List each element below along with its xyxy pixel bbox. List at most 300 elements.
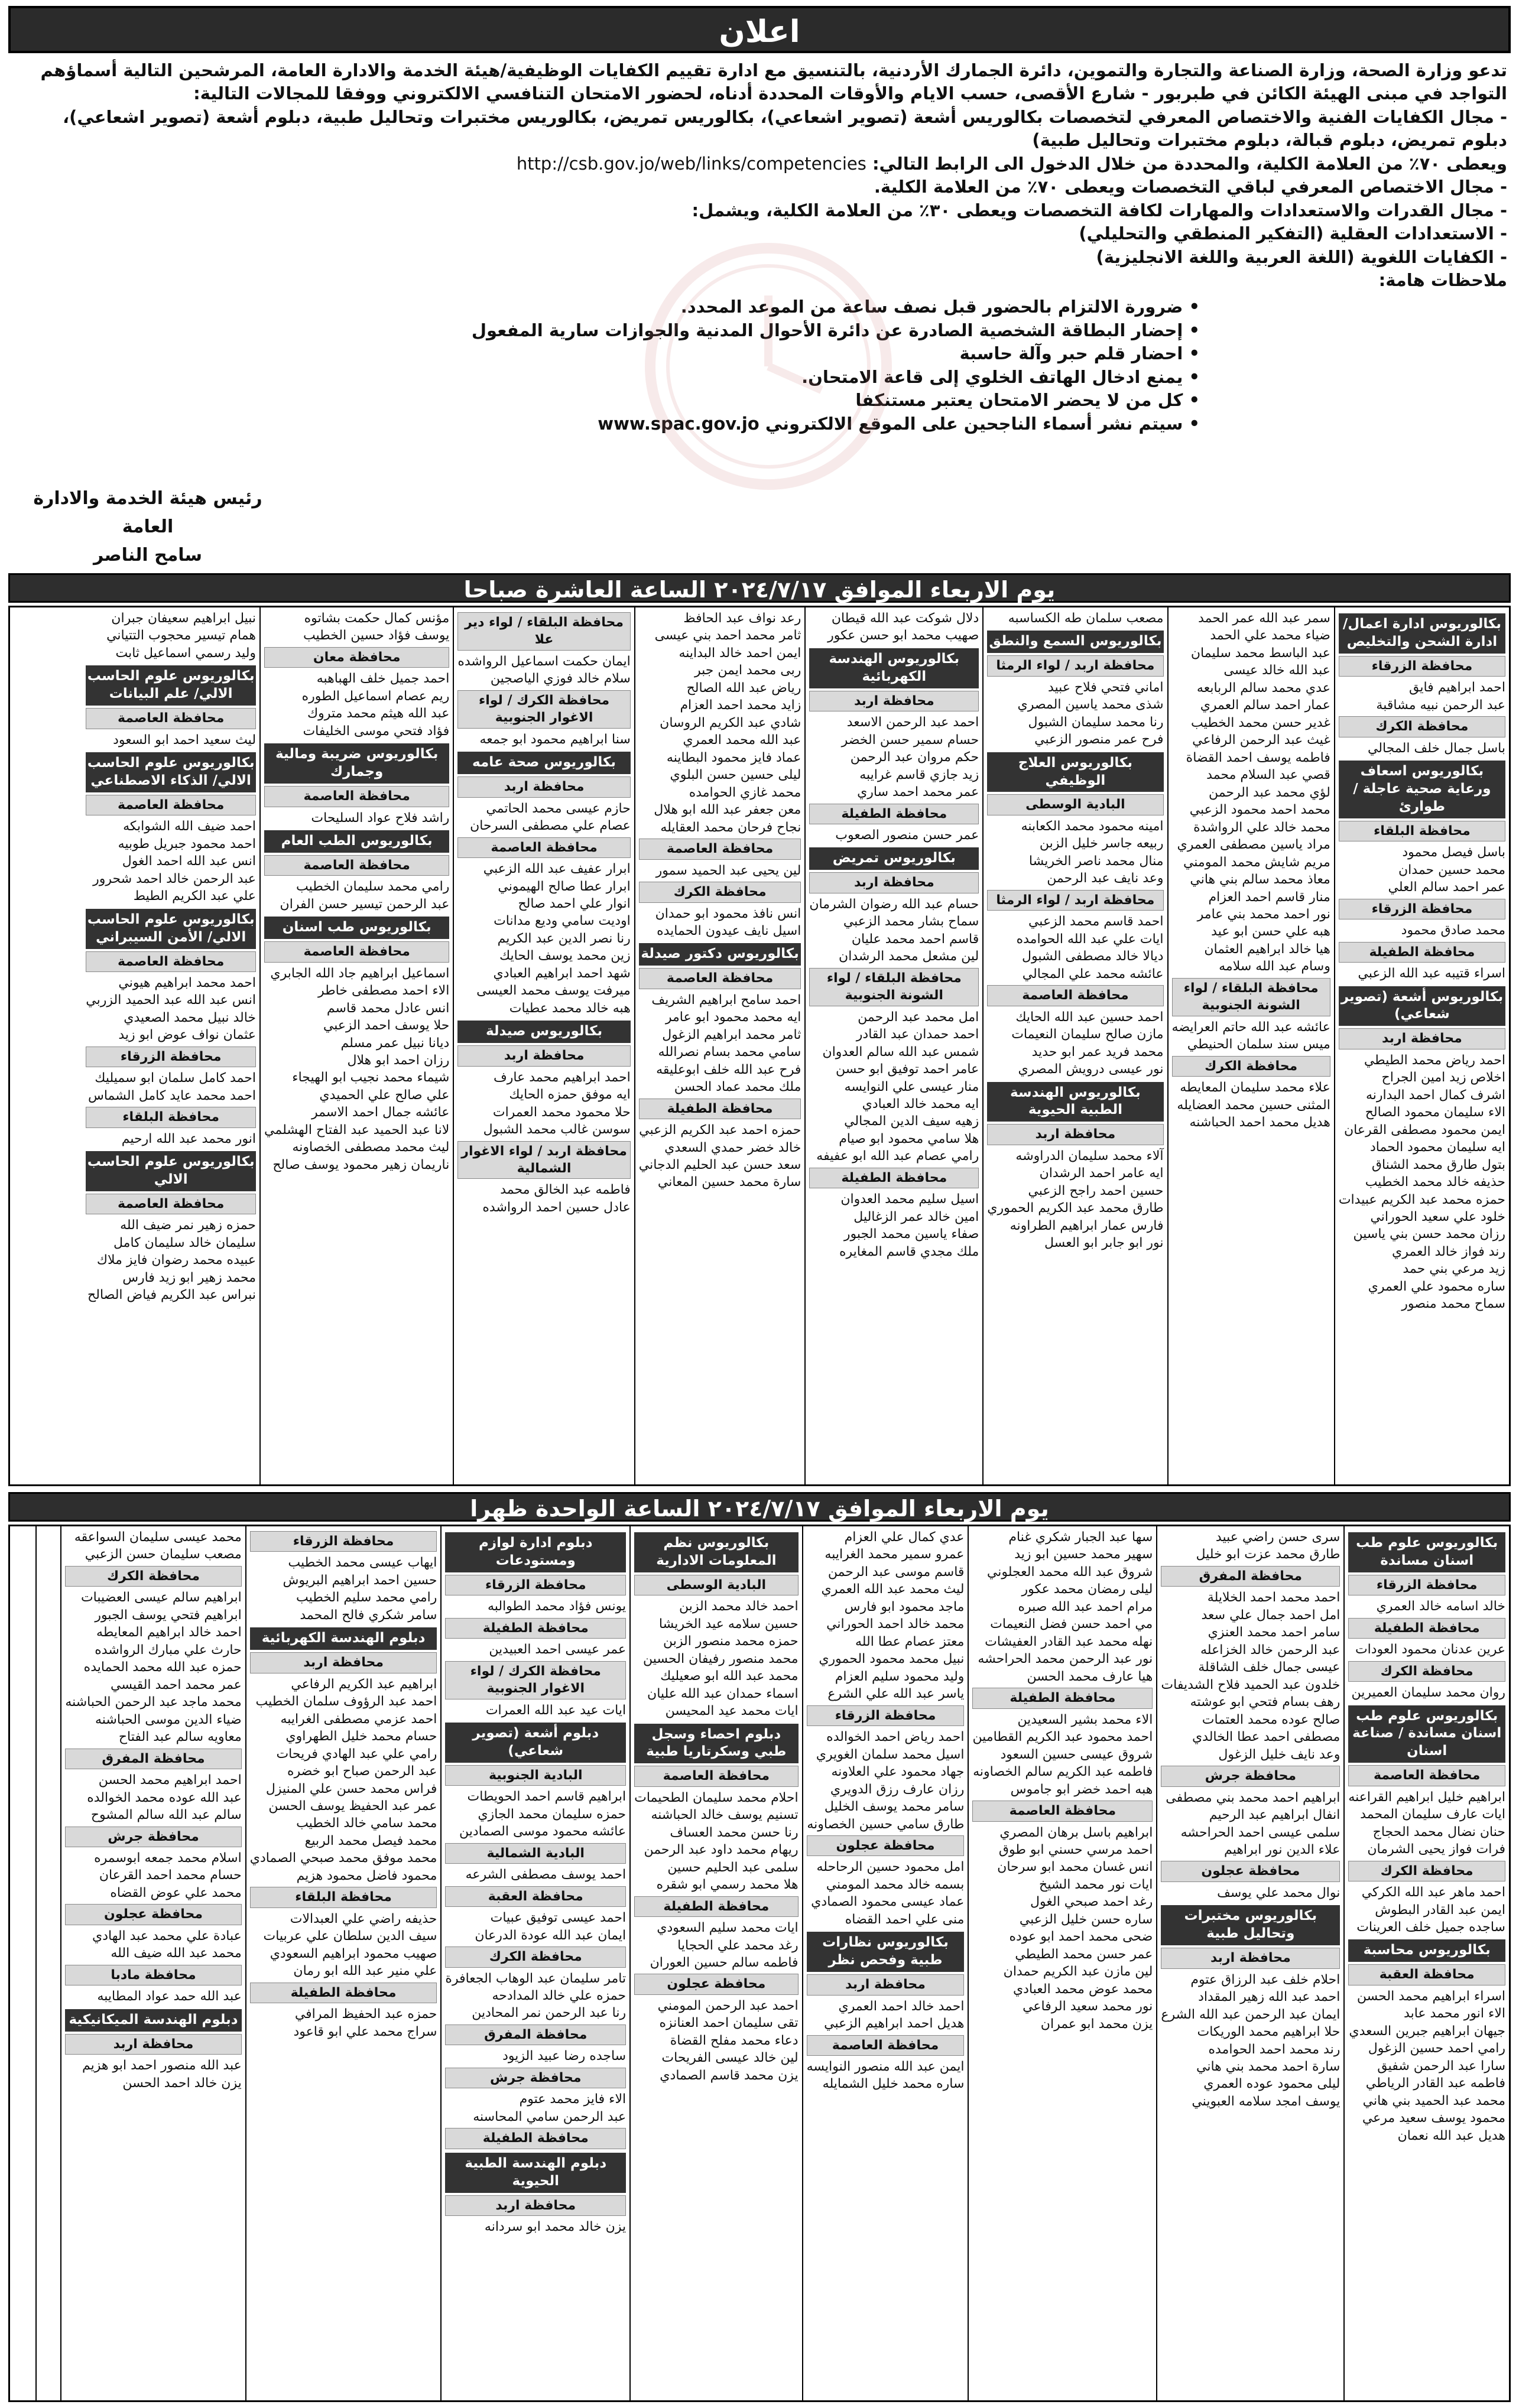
candidate-name: سرى حسن راضي عبيد bbox=[1215, 1530, 1341, 1545]
region-heading: محافظة اربد bbox=[1161, 1948, 1340, 1968]
candidate-name: مي احمد حسن فضل النعيمات bbox=[990, 1617, 1153, 1632]
note-item: • سيتم نشر أسماء الناجحين على الموقع الالكتروني www.spac.gov.jo bbox=[12, 412, 1507, 436]
candidate-name: رياض عبد الله الصالح bbox=[686, 680, 801, 696]
candidate-name: ليلى محمود عوده العمري bbox=[1203, 2076, 1341, 2092]
candidate-name: فرات فواز يحيى الشرمان bbox=[1367, 1842, 1505, 1857]
candidate-name: عمرو سمير محمد الغرايبه bbox=[825, 1547, 965, 1562]
candidate-name: صالح عوده محمد العتمات bbox=[1202, 1712, 1341, 1727]
candidate-name: نور محمد سعيد الرفاعي bbox=[1023, 1999, 1153, 2014]
candidate-name: عثمان نواف عوض ابو زيد bbox=[118, 1028, 257, 1043]
candidate-name: فاطمه عبد الكريم سالم الخصاونه bbox=[973, 1764, 1153, 1780]
candidate-name: محمود فاضل محمود هزيم bbox=[296, 1868, 437, 1883]
candidate-name: سارة محمد حسين المعاني bbox=[657, 1175, 801, 1190]
candidates-column bbox=[60, 1526, 245, 2400]
announcement-title: اعلان bbox=[8, 6, 1511, 53]
candidate-name: يوسف امجد سلامه العبويني bbox=[1192, 2094, 1341, 2109]
candidate-name: يزن محمد ابو عمران bbox=[1040, 2016, 1153, 2032]
candidate-name: ابراهيم عبد الكريم الرفاعي bbox=[291, 1676, 437, 1692]
candidate-name: محمد احمد محمود الزعبي bbox=[1189, 802, 1330, 818]
candidate-name: ابراهيم احمد محمد بني مصطفى bbox=[1166, 1790, 1341, 1805]
candidate-name: صهيب محمد ابو حسن عكور bbox=[827, 628, 979, 644]
candidate-name: عائشه محمد علي المجالي bbox=[1022, 966, 1164, 982]
candidate-name: عبد الله محمد العمري bbox=[683, 733, 801, 748]
region-heading: البادية الشمالية bbox=[445, 1843, 626, 1864]
candidate-name: اشرف كمال احمد البدارنه bbox=[1366, 1087, 1505, 1103]
candidate-name: فرح عبد الله خلف ابوعليقه bbox=[656, 1062, 801, 1077]
candidates-column bbox=[1156, 1526, 1343, 2400]
specialty-heading: دبلوم أشعة (تصوير شعاعي) bbox=[445, 1723, 626, 1763]
region-heading: محافظة العاصمة bbox=[972, 1801, 1153, 1821]
region-heading: محافظة العاصمة bbox=[86, 708, 256, 729]
specialty-heading: بكالوريوس صيدلة bbox=[457, 1021, 630, 1043]
candidate-name: خالد اسامه خالد العمري bbox=[1376, 1599, 1505, 1614]
candidate-name: نبيل محمد محمود الحموري bbox=[819, 1652, 965, 1667]
region-heading: محافظة العاصمة bbox=[264, 941, 449, 962]
candidate-name: رامي محمد سليمان الخطيب bbox=[296, 879, 450, 895]
candidate-name: احمد ابراهيم فايق bbox=[1408, 680, 1505, 696]
candidate-name: ابرار عفيف عبد الله الزعبي bbox=[483, 862, 631, 877]
candidate-name: احمد ابراهيم محمد عارف bbox=[493, 1070, 631, 1085]
candidate-name: ايمان عبد الرحمن عبد الله الشرع bbox=[1161, 2007, 1341, 2022]
region-heading: محافظة الكرك bbox=[1172, 1056, 1330, 1077]
candidate-name: رغد محمد علي الحجايا bbox=[677, 1938, 799, 1953]
candidate-name: حذيفه راضي علي العبدالات bbox=[290, 1911, 437, 1926]
candidate-name: وسام عبد الله سلامه bbox=[1219, 959, 1330, 974]
region-heading: محافظة العاصمة bbox=[1348, 1765, 1505, 1786]
candidate-name: سنا ابراهيم محمود ابو جمعه bbox=[479, 732, 631, 747]
candidate-name: هبه علي حسن ابو عيد bbox=[1211, 924, 1330, 940]
candidate-name: حمزه علي خالد المدادحه bbox=[492, 1988, 627, 2003]
candidate-name: خالد نبيل محمد الصعيدي bbox=[124, 1010, 257, 1025]
region-heading: محافظة العاصمة bbox=[639, 968, 801, 989]
candidate-name: انس عادل محمد قاسم bbox=[326, 1000, 450, 1016]
candidate-name: احمد محمد عايد كامل الشماس bbox=[87, 1088, 257, 1103]
candidates-column bbox=[35, 1526, 61, 2400]
candidate-name: ليلى رمضان محمد عكور bbox=[1021, 1582, 1153, 1597]
session-morning-title: يوم الاربعاء الموافق ٢٠٢٤/٧/١٧ الساعة العاشرة صباحا bbox=[8, 573, 1511, 603]
candidate-name: محمد خالد علي الرواشدة bbox=[1193, 820, 1330, 835]
candidate-name: ليث محمد عبد الله العمري bbox=[821, 1582, 965, 1597]
candidate-name: باسل فيصل محمود bbox=[1402, 845, 1505, 860]
candidate-name: عبد الباسط محمد سليمان bbox=[1190, 645, 1330, 661]
region-heading: محافظة العاصمة bbox=[86, 795, 256, 815]
region-heading: محافظة الزرقاء bbox=[86, 1047, 256, 1067]
candidate-name: ايات محمد عيد المحيسن bbox=[665, 1704, 799, 1719]
field-mental: - الاستعدادات العقلية (التفكير المنطقي والتحليلي) bbox=[1079, 223, 1507, 244]
candidate-name: مصعب سلمان طه الكساسبه bbox=[1008, 611, 1164, 626]
candidate-name: عامر احمد توفيق ابو حسن bbox=[835, 1062, 979, 1077]
candidate-name: بسمه خالد محمد المومني bbox=[826, 1877, 965, 1892]
candidate-name: اخلاص زيد امين الجراح bbox=[1381, 1070, 1505, 1086]
candidate-name: انوار علي احمد صالح bbox=[518, 896, 631, 911]
candidate-name: عبيده محمد رضوان فايز ملاك bbox=[96, 1253, 257, 1268]
candidate-name: ايمن عبد القادر البطوش bbox=[1375, 1902, 1505, 1918]
candidate-name: نجاح فرحان محمد العقايله bbox=[660, 820, 801, 835]
region-heading: محافظة العاصمة bbox=[86, 951, 256, 972]
candidate-name: سمر عبد الله عمر الحمد bbox=[1198, 611, 1330, 626]
candidate-name: ضياء محمد علي الحمد bbox=[1210, 628, 1330, 644]
candidate-name: زهيه سيف الدين المجالي bbox=[844, 1114, 979, 1129]
candidate-name: احمد خالد ابراهيم المعايطه bbox=[96, 1625, 242, 1640]
specialty-heading: بكالوريوس العلاج الوظيفي bbox=[987, 752, 1163, 792]
candidate-name: احمد رياض احمد الخوالده bbox=[826, 1730, 965, 1745]
specialty-heading: بكالوريوس السمع والنطق bbox=[987, 631, 1163, 653]
candidate-name: وعد نايف عبد الرحمن bbox=[1047, 871, 1164, 886]
candidate-name: شيماء محمد نجيب ابو الهيجاء bbox=[292, 1070, 450, 1086]
candidate-name: زيد مرعي بني حمد bbox=[1403, 1262, 1505, 1277]
candidate-name: عبد الرحمن سامي المحاسنه bbox=[473, 2109, 627, 2124]
candidate-name: عصام علي مصطفى السرحان bbox=[470, 818, 631, 834]
candidate-name: عائشه جمال احمد الاسمر bbox=[311, 1105, 450, 1120]
session-morning-grid bbox=[8, 606, 1511, 1486]
candidate-name: سماح بشار محمد الزعبي bbox=[843, 914, 979, 930]
candidate-name: معاويه سالم عبد الفتاح bbox=[118, 1730, 242, 1745]
candidate-name: رند محمد احمد الحوامده bbox=[1208, 2042, 1341, 2057]
candidate-name: قاسم احمد محمد عليان bbox=[851, 931, 979, 947]
candidate-name: طارق سامي حسين الخصاونه bbox=[807, 1816, 965, 1832]
candidate-name: رزان احمد ابو هلال bbox=[347, 1053, 450, 1068]
candidate-name: منار قاسم احمد العزام bbox=[1208, 889, 1330, 905]
specialty-heading: بكالوريوس الهندسة الكهربائية bbox=[809, 648, 979, 688]
specialty-heading: بكالوريوس اسعاف ورعاية صحية عاجلة / طوارئ bbox=[1339, 761, 1505, 818]
competencies-link[interactable]: http://csb.gov.jo/web/links/competencies bbox=[516, 153, 866, 174]
region-heading: محافظة اربد bbox=[445, 2195, 626, 2216]
candidate-name: المثنى حسين محمد العضايله bbox=[1177, 1097, 1330, 1113]
candidate-name: حلا ابراهيم محمد الوريكات bbox=[1197, 2024, 1341, 2040]
candidate-name: يزن خالد محمد ابو سردانه bbox=[484, 2219, 627, 2234]
candidate-name: ايهاب عيسى محمد الخطيب bbox=[288, 1555, 437, 1571]
candidate-name: ايات علي عبد الله الحوامده bbox=[1016, 931, 1164, 947]
candidate-name: دعاء محمد مفلح القضاة bbox=[670, 2033, 799, 2048]
candidate-name: قاسم موسى عبد الرحمن bbox=[827, 1564, 965, 1580]
field-technical: - مجال الكفايات الفنية والاختصاص المعرفي لتخصصات بكالوريس أشعة (تصوير اشعاعي)، بكالوريس تمريض، بكالوريس مختبرات وتحاليل طبية، دبلوم أشعة (تصوير اشعاعي)، دبلوم تمريض، دبلوم قبالة، دبلوم مختبرات وتحاليل طبية) bbox=[63, 106, 1507, 151]
candidate-name: عبد الرحمن خالد الخزاعله bbox=[1200, 1642, 1341, 1658]
region-heading: محافظة عجلون bbox=[1161, 1861, 1340, 1881]
region-heading: محافظة المفرق bbox=[65, 1749, 241, 1769]
candidate-name: احمد عزمي مصطفى الغرايبه bbox=[280, 1711, 437, 1727]
specialty-heading: بكالوريوس نظارات طبية وفحص نظر bbox=[807, 1932, 965, 1972]
candidate-name: ليث سعيد احمد ابو السعود bbox=[113, 732, 257, 748]
candidate-name: سارا عبد الرحمن شفيق bbox=[1377, 2058, 1505, 2074]
field-abilities: - مجال القدرات والاستعدادات والمهارات لكافة التخصصات ويعطى ٣٠٪ من العلامة الكلية، ويشمل: bbox=[692, 200, 1507, 220]
candidate-name: نوال محمد علي يوسف bbox=[1217, 1885, 1341, 1900]
candidate-name: لؤي محمد عبد الرحمن bbox=[1208, 785, 1330, 800]
region-heading: محافظة الزرقاء bbox=[445, 1575, 626, 1595]
region-heading: محافظة اربد / لواء الرمثا bbox=[987, 890, 1163, 911]
signature-block bbox=[24, 485, 272, 570]
specialty-heading: بكالوريوس الطب العام bbox=[264, 830, 449, 853]
candidate-name: محمد خالد احمد الحوراني bbox=[826, 1617, 965, 1632]
candidate-name: ايه عامر احمد الرشدان bbox=[1039, 1166, 1164, 1181]
candidate-name: عائشه محمود موسى الصمادين bbox=[459, 1824, 627, 1840]
field-technical-weight-text: ويعطى ٧٠٪ من العلامة الكلية، والمحددة من خلال الدخول الى الرابط التالي: bbox=[872, 153, 1507, 174]
region-heading: محافظة البلقاء / لواء الشونة الجنوبية bbox=[809, 968, 979, 1006]
candidate-name: سوسن غالب محمد الشبول bbox=[483, 1122, 631, 1138]
candidate-name: الاء احمد مصطفى خاطر bbox=[318, 983, 450, 999]
candidate-name: احمد عيسى توفيق عبيات bbox=[490, 1910, 627, 1926]
candidate-name: ربى محمد ايمن جبر bbox=[694, 663, 801, 678]
candidate-name: ياسر عبد الله علي الشرع bbox=[827, 1686, 965, 1702]
candidate-name: احمد محمد ابراهيم هيوني bbox=[118, 975, 257, 990]
candidate-name: عبد الله منصور احمد ابو هزيم bbox=[82, 2058, 242, 2074]
region-heading: محافظة اربد bbox=[807, 1974, 965, 1995]
candidate-name: هلا محمد رسمي ابو شقره bbox=[656, 1877, 799, 1893]
candidate-name: اماني فتحي فلاح عبيد bbox=[1048, 680, 1164, 695]
candidate-name: هلا سامي محمود ابو صيام bbox=[839, 1131, 979, 1146]
region-heading: محافظة اربد bbox=[1339, 1028, 1505, 1049]
candidate-name: ساجده جميل خلف العرينات bbox=[1356, 1920, 1505, 1935]
candidate-name: احمد محمد احمد الخلايلة bbox=[1207, 1590, 1341, 1606]
candidate-name: عبد الرحمن تيسير حسن الفران bbox=[280, 896, 450, 912]
candidate-name: صهيب محمود ابراهيم السعودي bbox=[270, 1946, 437, 1961]
candidate-name: عبد الرحمن خالد احمد شحرور bbox=[93, 871, 257, 886]
region-heading: محافظة العقبة bbox=[1348, 1964, 1505, 1985]
candidate-name: ملك مجدي قاسم المغايره bbox=[839, 1244, 979, 1259]
specialty-heading: بكالوريوس تمريض bbox=[809, 847, 979, 870]
candidate-name: انس عبد الله احمد الغول bbox=[122, 854, 257, 869]
notes-list bbox=[12, 295, 1507, 436]
candidate-name: معاذ محمد سالم بني هاني bbox=[1190, 872, 1330, 888]
candidate-name: معن جعفر عبد الله ابو هلال bbox=[654, 802, 801, 818]
candidate-name: ساره حسن خليل الزعبي bbox=[1019, 1912, 1153, 1927]
region-heading: محافظة اربد / لواء الرمثا bbox=[987, 655, 1163, 676]
candidate-name: اسراء قتيبه عبد الله الزعبي bbox=[1358, 966, 1505, 982]
candidate-name: حمزه محمد منصور الزبن bbox=[663, 1634, 799, 1649]
candidate-name: الاء فايز محمد عتوم bbox=[519, 2092, 627, 2107]
candidate-name: احمد كامل سلمان ابو سميليك bbox=[95, 1071, 257, 1086]
candidate-name: عيسى جمال خلف الشاقلة bbox=[1198, 1660, 1341, 1675]
candidate-name: سهير محمد حسين ابو زيد bbox=[1014, 1547, 1153, 1562]
candidate-name: اسلام محمد جمعه ابوسمره bbox=[94, 1850, 242, 1866]
candidate-name: عماد فايز محمود البطاينه bbox=[666, 750, 801, 765]
candidate-name: احمد قاسم محمد الزعبي bbox=[1028, 914, 1164, 930]
candidate-name: جيهان ابراهيم جبرين السعدي bbox=[1349, 2023, 1505, 2039]
candidate-name: علي عبد الكريم الطيط bbox=[133, 889, 257, 904]
candidate-name: محمد ماجد عبد الرحمن الحباشنه bbox=[65, 1695, 242, 1710]
candidate-name: احمد رياض محمد الطيطي bbox=[1364, 1052, 1505, 1068]
specialty-heading: بكالوريوس دكتور صيدلة bbox=[639, 943, 801, 966]
candidate-name: محمد عبد الله ضيف الله bbox=[111, 1946, 242, 1961]
region-heading: محافظة اربد bbox=[457, 1045, 630, 1066]
candidate-name: نور عيسى درويش المصري bbox=[1018, 1062, 1164, 1077]
candidate-name: رغد احمد صبحي الغول bbox=[1030, 1894, 1153, 1910]
candidate-name: ديالا خالد مصطفى الشبول bbox=[1022, 949, 1164, 964]
candidate-name: احمد محمود جبريل طوبيه bbox=[118, 836, 257, 852]
candidates-column bbox=[802, 1526, 968, 2400]
candidate-name: رنا حسن محمد العساف bbox=[670, 1825, 799, 1840]
candidate-name: لين مازن عبد الكريم حمدان bbox=[1003, 1964, 1153, 1980]
region-heading: محافظة العقبة bbox=[445, 1886, 626, 1907]
candidate-name: نهله محمد عبد القادر العفيشات bbox=[985, 1634, 1153, 1649]
candidate-name: ايه محمد محمود ابو عامر bbox=[665, 1010, 801, 1025]
region-heading: محافظة الكرك / لواء الاغوار الجنوبية bbox=[445, 1661, 626, 1699]
candidate-name: ابراهيم فتحي يوسف الجبور bbox=[95, 1607, 242, 1623]
candidate-name: حلا محمود محمد العمرات bbox=[492, 1104, 631, 1120]
region-heading: محافظة الزرقاء bbox=[807, 1705, 965, 1726]
candidate-name: عمر عبد الحفيظ يوسف الحسن bbox=[268, 1798, 437, 1814]
candidate-name: ايمن محمود مصطفى القرعان bbox=[1344, 1122, 1505, 1138]
candidate-name: علاء الدين نور ابراهيم bbox=[1224, 1842, 1341, 1857]
candidates-column bbox=[1343, 1526, 1509, 2400]
region-heading: محافظة الطفيلة bbox=[639, 1099, 801, 1119]
candidates-column bbox=[634, 607, 805, 1484]
candidate-name: حنان نضال محمد الحجاج bbox=[1372, 1824, 1505, 1840]
candidate-name: سليمان خالد سليمان كامل bbox=[113, 1235, 257, 1250]
candidate-name: اسيل نايف عيدون الحمايده bbox=[657, 923, 801, 938]
region-heading: محافظة الكرك / لواء الاغوار الجنوبية bbox=[457, 690, 630, 729]
candidate-name: حلا يوسف احمد الزعبي bbox=[323, 1018, 450, 1034]
candidate-name: محمد غازي الحوامده bbox=[689, 785, 801, 800]
candidate-name: ليث محمد مصطفى الخصاونه bbox=[292, 1140, 450, 1155]
candidate-name: محمود يوسف سعيد مرعي bbox=[1362, 2111, 1505, 2126]
region-heading: محافظة عجلون bbox=[65, 1904, 241, 1925]
region-heading: محافظة الكرك bbox=[1348, 1861, 1505, 1881]
candidate-name: نور احمد محمد بني عامر bbox=[1197, 906, 1330, 922]
region-heading: محافظة المفرق bbox=[445, 2024, 626, 2045]
candidate-name: محمد زهير ابو زيد فارس bbox=[122, 1270, 257, 1285]
candidate-name: محمد حسين حمدان bbox=[1398, 862, 1505, 878]
candidate-name: ايمن عبد الله منصور النوايسه bbox=[806, 2059, 965, 2074]
candidate-name: شروق عيسى حسين السعود bbox=[1000, 1747, 1153, 1762]
region-heading: محافظة الطفيلة bbox=[972, 1688, 1153, 1708]
candidate-name: دلال شوكت عبد الله قيطان bbox=[831, 611, 979, 626]
candidate-name: محمد موفق محمد صبحي الصمادي bbox=[249, 1851, 437, 1866]
candidate-name: امل احمد جمال علي سعد bbox=[1201, 1607, 1341, 1623]
candidate-name: عرين عدنان محمود العودات bbox=[1355, 1642, 1505, 1658]
candidate-name: حسام محمد احمد القرعان bbox=[99, 1868, 242, 1883]
region-heading: محافظة اربد bbox=[457, 776, 630, 797]
candidate-name: رنا عبد الرحمن نمر المحادين bbox=[472, 2006, 627, 2021]
candidate-name: ابراهيم قاسم احمد الحويطات bbox=[467, 1789, 627, 1805]
candidate-name: زين محمد يوسف الحايك bbox=[499, 948, 631, 964]
region-heading: محافظة جرش bbox=[65, 1827, 241, 1847]
candidate-name: فراس محمد حسن علي المنيزل bbox=[265, 1781, 437, 1796]
candidate-name: اسماعيل ابراهيم جاد الله الجابري bbox=[270, 966, 450, 981]
candidate-name: سامي محمد بسام نصرالله bbox=[658, 1045, 801, 1060]
candidate-name: سامر احمد محمد العنزي bbox=[1208, 1625, 1341, 1640]
candidate-name: خلود علي سعيد الحوراني bbox=[1370, 1210, 1505, 1225]
candidate-name: حمزه عبد الحفيظ المرافي bbox=[294, 2007, 437, 2022]
candidate-name: هبه احمد خضر ابو جاموس bbox=[1010, 1782, 1153, 1797]
candidate-name: ديانا نبيل عمر مسلم bbox=[340, 1035, 450, 1051]
candidate-name: صفاء ياسين محمد الجبور bbox=[843, 1227, 979, 1242]
candidate-name: باسل جمال خلف المجالي bbox=[1367, 740, 1505, 756]
candidate-name: هديل احمد ابراهيم الزعبي bbox=[824, 2016, 965, 2032]
candidate-name: حمزه محمد عبد الكريم عبيدات bbox=[1338, 1192, 1505, 1207]
region-heading: محافظة الطفيلة bbox=[1348, 1618, 1505, 1639]
candidates-column bbox=[1167, 607, 1334, 1484]
candidate-name: ايه موفق حمزه الحايك bbox=[509, 1087, 631, 1103]
candidate-name: جهاد محمود علي العلاونه bbox=[831, 1764, 965, 1780]
candidate-name: عمر عيسى احمد العبيدين bbox=[489, 1642, 627, 1658]
region-heading: محافظة الطفيلة bbox=[634, 1896, 798, 1917]
candidate-name: ايات محمد سليم السعودي bbox=[657, 1920, 799, 1936]
candidate-name: زايد محمد احمد العزام bbox=[680, 698, 801, 713]
candidate-name: ايمان حكمت اسماعيل الرواشده bbox=[457, 654, 631, 669]
candidate-name: شمس عبد الله سالم العدوان bbox=[822, 1044, 979, 1060]
candidate-name: محمد عوض محمد العبادي bbox=[1012, 1981, 1153, 1997]
candidate-name: عمر حسن محمد الطيطي bbox=[1015, 1946, 1153, 1962]
region-heading: محافظة الطفيلة bbox=[445, 1618, 626, 1639]
candidate-name: قصي عبد السلام محمد bbox=[1206, 768, 1330, 783]
region-heading: محافظة الزرقاء bbox=[1339, 899, 1505, 919]
candidate-name: مصعب سليمان حسن الزعبي bbox=[85, 1547, 242, 1562]
candidate-name: نبراس عبد الكريم فياض الصالح bbox=[87, 1288, 257, 1303]
candidates-column bbox=[804, 607, 982, 1484]
region-heading: محافظة العاصمة bbox=[264, 855, 449, 876]
candidate-name: سعد حسن عبد الحليم الدجاني bbox=[638, 1158, 801, 1173]
candidate-name: ايات نور محمد الشيخ bbox=[1039, 1877, 1153, 1892]
candidate-name: علاء محمد سليمان المعايطه bbox=[1180, 1080, 1330, 1096]
candidate-name: ايه محمد خالد العبادي bbox=[862, 1096, 979, 1112]
session-noon-title: يوم الاربعاء الموافق ٢٠٢٤/٧/١٧ الساعة الواحدة ظهرا bbox=[8, 1492, 1511, 1522]
candidate-name: فؤاد فتحي موسى الخليفات bbox=[303, 723, 450, 739]
candidate-name: ناريمان زهير محمود يوسف صالح bbox=[272, 1157, 450, 1172]
candidate-name: ضحى محمد احمد ابو عوده bbox=[1009, 1929, 1153, 1945]
candidate-name: عمر محمد احمد ساري bbox=[857, 785, 979, 800]
specialty-heading: دبلوم ادارة لوازم ومستودعات bbox=[445, 1532, 626, 1572]
candidate-name: الاء انور محمد عابد bbox=[1404, 2006, 1505, 2022]
candidate-name: احمد ابراهيم محمد الحسن bbox=[98, 1773, 242, 1788]
specialty-heading: بكالوريوس علوم الحاسب الالي/ الأمن السيبراني bbox=[86, 909, 256, 949]
region-heading: محافظة الطفيلة bbox=[1339, 942, 1505, 963]
candidate-name: الاء محمد بشير السعيدين bbox=[1017, 1712, 1153, 1727]
candidate-name: سالم عبد الله سالم المشوح bbox=[90, 1808, 242, 1823]
candidate-name: محمد علي عوض القضاه bbox=[110, 1885, 242, 1900]
candidate-name: عائشه عبد الله حاتم العرايضه bbox=[1171, 1019, 1330, 1035]
candidate-name: حسام عبد الله رضوان الشرمان bbox=[809, 896, 979, 912]
candidate-name: احلام محمد سليمان الطحيمات bbox=[634, 1790, 799, 1805]
session-noon-grid bbox=[8, 1525, 1511, 2402]
note-item: • ضرورة الالتزام بالحضور قبل نصف ساعة من الموعد المحدد. bbox=[12, 295, 1507, 319]
field-specialty: - مجال الاختصاص المعرفي لباقي التخصصات ويعطى ٧٠٪ من العلامة الكلية. bbox=[874, 177, 1507, 197]
candidate-name: رزان محمد حسن بني ياسين bbox=[1353, 1227, 1505, 1242]
candidates-column bbox=[629, 1526, 801, 2400]
candidate-name: عبد الله حمد عواد المطايبه bbox=[97, 1989, 242, 2004]
field-language: - الكفايات اللغوية (اللغة العربية واللغة الانجليزية) bbox=[1096, 246, 1507, 267]
candidate-name: الاء سليمان محمود الصالح bbox=[1365, 1105, 1505, 1120]
region-heading: محافظة اربد bbox=[809, 691, 979, 711]
candidate-name: ثامر محمد احمد بني عيسى bbox=[654, 628, 801, 644]
candidate-name: عبد الرحمن نبيه مشاقبة bbox=[1376, 697, 1505, 713]
candidate-name: همام تيسير محجوب التتياني bbox=[106, 628, 257, 644]
candidate-name: رزان عارف رزق الدويري bbox=[830, 1782, 965, 1797]
candidate-name: زيد جازي قاسم غرايبه bbox=[859, 767, 979, 782]
candidate-name: مازن صالح سليمان النعيمات bbox=[1011, 1027, 1164, 1042]
signature-name: سامح الناصر bbox=[93, 545, 203, 566]
region-heading: محافظة العاصمة bbox=[639, 839, 801, 859]
candidate-name: حسين سلامه عيد الخريشا bbox=[658, 1616, 799, 1632]
candidate-name: حذيفه خالد محمد الخطيب bbox=[1365, 1175, 1505, 1190]
candidate-name: ابراهيم باسل برهان المصري bbox=[999, 1825, 1153, 1840]
candidate-name: عدي كمال علي العزام bbox=[844, 1530, 965, 1545]
candidate-name: انور محمد عبد الله ارحيم bbox=[121, 1131, 257, 1146]
region-heading: محافظة الطفيلة bbox=[809, 804, 979, 824]
candidate-name: هيا عارف محمد الحسن bbox=[1027, 1669, 1153, 1684]
candidate-name: مريم شايش محمد المومني bbox=[1183, 854, 1330, 870]
candidate-name: رامي عصام عبد الله ابو عفيفه bbox=[816, 1149, 979, 1164]
candidate-name: احمد ضيف الله الشوابكه bbox=[123, 819, 257, 834]
region-heading: محافظة مادبا bbox=[65, 1965, 241, 1985]
candidate-name: فاطمه يوسف احمد القضاة bbox=[1186, 750, 1330, 765]
candidate-name: امل محمد عبد الرحمن bbox=[858, 1009, 979, 1025]
candidate-name: اسيل محمد سلمان الغويري bbox=[816, 1747, 965, 1762]
candidates-column bbox=[259, 607, 453, 1484]
specialty-heading: دبلوم الهندسة الميكانيكية bbox=[65, 2009, 241, 2032]
candidate-name: هديل محمد احمد الحباشنه bbox=[1189, 1115, 1330, 1130]
candidate-name: حسين احمد ابراهيم البريوش bbox=[283, 1572, 437, 1588]
region-heading: محافظة اربد bbox=[65, 2034, 241, 2055]
